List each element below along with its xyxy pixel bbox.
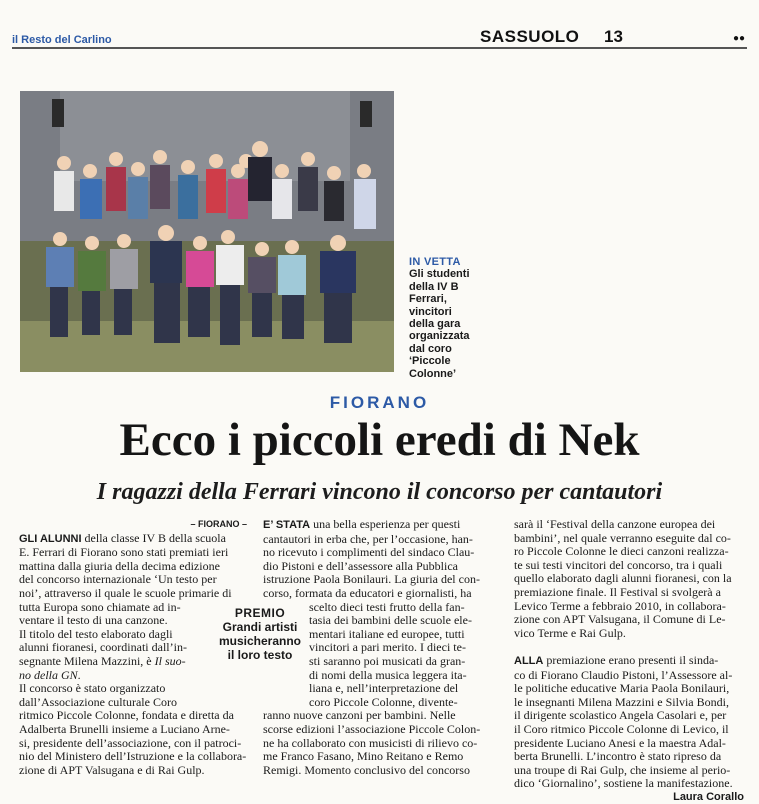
text-run: Levico Terme a febbraio 2010, in collabora-	[514, 598, 726, 613]
text-run: il dirigente scolastico Angela Casolari e, per	[514, 708, 727, 723]
page-number: 13	[604, 27, 623, 46]
page-header	[0, 0, 759, 48]
caption-line: Ferrari,	[409, 293, 447, 306]
text-run: una troupe di Rai Gulp, che insieme al perio-	[514, 762, 731, 777]
text-run: quello elaborato dagli alunni fioranesi, con la	[514, 571, 732, 586]
text-line	[514, 640, 744, 654]
header-rule	[12, 47, 747, 49]
text-line	[263, 518, 495, 533]
text-run: della classe IV B della scuola	[81, 530, 226, 545]
caption-line: vincitori	[409, 305, 452, 318]
header-dots: ●●	[733, 33, 746, 44]
text-run: segnante Milena Mazzini, è	[19, 653, 155, 668]
text-line	[19, 737, 247, 751]
text-line	[19, 546, 247, 560]
text-line	[19, 532, 247, 547]
text-line	[263, 533, 495, 547]
text-run: no ricevuto i complimenti del sindaco Clau-	[263, 545, 475, 560]
text-run: ranno nuove canzoni per bambini. Nelle	[263, 708, 456, 723]
text-line	[19, 587, 247, 601]
text-line	[263, 573, 495, 587]
highlight-box	[212, 606, 308, 662]
text-run: dio Pistoni e dell’assessore alla Pubblica	[263, 558, 458, 573]
text-run: berta Brunelli. L’incontro è stato ripreso da	[514, 749, 722, 764]
text-run: .	[77, 667, 81, 682]
text-run: tutta Europa sono chiamate ad in-	[19, 599, 181, 614]
group-photo	[20, 91, 394, 372]
text-line	[19, 573, 247, 587]
text-run: premiazione finale. Il Festival si svolgerà a	[514, 584, 721, 599]
caption-line: Gli studenti	[409, 268, 470, 281]
text-line	[263, 709, 495, 723]
text-run: Remigi. Momento conclusivo del concorso	[263, 762, 470, 777]
text-line	[514, 559, 744, 573]
photo-caption	[409, 256, 499, 380]
text-run: vico Terme e Rai Gulp.	[514, 625, 626, 640]
text-run: ritmico Piccole Colonne, fondata e diretta da	[19, 708, 234, 723]
caption-head: IN VETTA	[409, 256, 461, 268]
column-3-text	[514, 518, 744, 791]
article-headline: Ecco i piccoli eredi di Nek	[119, 414, 640, 466]
text-line	[514, 723, 744, 737]
text-run: bambini’, nel quale verranno eseguite dal co-	[514, 530, 731, 545]
text-line	[514, 627, 744, 641]
text-line	[514, 518, 744, 532]
text-run: del concorso internazionale ‘Un testo per	[19, 572, 217, 587]
text-run: una bella esperienza per questi	[310, 517, 461, 531]
text-line	[514, 682, 744, 696]
text-run: corso, formata da educatori e giornalisti, ha	[263, 585, 472, 600]
dateline: – FIORANO –	[190, 519, 247, 529]
text-run: tasia dei bambini delle scuole ele-	[309, 613, 472, 628]
text-run: alunni fioranesi, coordinati dall’in-	[19, 640, 187, 655]
text-line	[514, 669, 744, 683]
italic-title: Il suo-	[154, 653, 186, 668]
text-line	[263, 764, 495, 778]
text-line	[263, 682, 495, 696]
caption-line: dal coro	[409, 342, 452, 355]
box-line: Grandi artisti	[222, 620, 298, 634]
text-run: E. Ferrari di Fiorano sono stati premiati ieri	[19, 545, 229, 560]
text-line	[514, 737, 744, 751]
text-line	[514, 600, 744, 614]
lead-word: ALLA	[514, 654, 544, 667]
text-line	[514, 572, 744, 586]
text-run: le insegnanti Milena Mazzini e Silvia Bondi,	[514, 694, 729, 709]
article-kicker: FIORANO	[329, 393, 430, 412]
text-run: sti saranno poi musicati da gran-	[309, 653, 466, 668]
text-line	[514, 545, 744, 559]
text-run: ventare il testo di una canzone.	[19, 613, 168, 628]
text-line	[263, 737, 495, 751]
text-line	[514, 777, 744, 791]
text-line	[19, 723, 247, 737]
text-line	[514, 586, 744, 600]
text-line	[263, 723, 495, 737]
text-line	[263, 669, 495, 683]
text-run: Il titolo del testo elaborato dagli	[19, 626, 173, 641]
lead-word: GLI ALUNNI	[19, 532, 82, 545]
text-line	[19, 560, 247, 574]
text-run: Il concorso è stato organizzato	[19, 681, 166, 696]
text-run: istruzione Paola Bonilauri. La giuria del con-	[263, 572, 480, 587]
caption-line: della IV B	[409, 280, 459, 293]
text-run: ne ha collaborato con musicisti di rilievo co-	[263, 735, 478, 750]
text-line	[19, 764, 247, 778]
text-line	[514, 532, 744, 546]
text-line	[514, 709, 744, 723]
caption-line: Colonne’	[409, 367, 457, 380]
text-run: mattina dalla giuria della decima edizione	[19, 558, 220, 573]
text-run: premiazione erano presenti il sinda-	[543, 652, 719, 667]
text-run: coro Piccole Colonne, divente-	[309, 694, 458, 709]
caption-line: organizzata	[409, 330, 470, 343]
text-line	[514, 654, 744, 669]
text-run: nio del Ministero dell’Istruzione e la collabora-	[19, 749, 247, 764]
box-head: PREMIO	[234, 606, 286, 620]
text-run: zione di APT Valsugana e di Rai Gulp.	[19, 762, 205, 777]
text-line	[19, 750, 247, 764]
text-run: ro Piccole Colonne le dieci canzoni realizza-	[514, 544, 729, 559]
text-run: dico ‘Giornalino’, sostiene la manifestazione.	[514, 776, 733, 791]
text-line	[19, 669, 247, 683]
text-line	[263, 560, 495, 574]
text-run: cantautori in erba che, per l’occasione, han-	[263, 531, 473, 546]
caption-line: della gara	[409, 318, 461, 331]
text-run: dall’Associazione culturale Coro	[19, 694, 177, 709]
box-line: il loro testo	[227, 648, 293, 662]
students-group-photo	[20, 91, 394, 372]
text-run: Adalberta Brunelli insieme a Luciano Arne-	[19, 721, 230, 736]
text-run: si, presidente dell’associazione, con il patroci-	[19, 735, 242, 750]
text-line	[19, 696, 247, 710]
text-line	[19, 709, 247, 723]
text-line	[514, 696, 744, 710]
text-line	[263, 750, 495, 764]
byline: Laura Corallo	[673, 790, 744, 803]
text-run: sarà il ‘Festival della canzone europea dei	[514, 517, 716, 531]
text-run: vincitori a pari merito. I dieci te-	[309, 640, 466, 655]
text-run: zione con APT Valsugana, il Comune di Le-	[514, 612, 726, 627]
box-line: musicheranno	[218, 634, 302, 648]
text-run: mentari italiane ed europee, tutti	[309, 626, 465, 641]
newspaper-name: il Resto del Carlino	[12, 34, 112, 46]
text-line	[263, 696, 495, 710]
text-run: il Coro ritmico Piccole Colonne di Levico, il	[514, 721, 729, 736]
text-line	[19, 682, 247, 696]
text-run: presidente Luciano Anesi e la maestra Adal-	[514, 735, 726, 750]
article-column-3	[514, 518, 744, 804]
lead-word: E’ STATA	[263, 519, 311, 531]
text-run: le politiche educative Maria Paola Bonilauri,	[514, 681, 730, 696]
text-run: di nomi della musica leggera ita-	[309, 667, 467, 682]
text-line	[263, 587, 495, 601]
text-run: liana e, nell’interpretazione del	[309, 681, 459, 696]
text-run: me Franco Fasano, Mino Reitano e Remo	[263, 749, 464, 764]
article-subhead: I ragazzi della Ferrari vincono il concorso per cantautori	[96, 479, 663, 505]
italic-title: no della GN	[19, 667, 78, 682]
text-line	[514, 613, 744, 627]
caption-line: ‘Piccole	[409, 355, 451, 368]
text-run: co di Fiorano Claudio Pistoni, l’Assessore al-	[514, 667, 733, 682]
text-line	[514, 764, 744, 778]
text-line	[263, 546, 495, 560]
text-run: noi’, attraverso il quale le scuole primarie di	[19, 585, 232, 600]
section-name: SASSUOLO	[480, 27, 580, 46]
text-line	[514, 750, 744, 764]
text-run: scorse edizioni l’associazione Piccole Colon-	[263, 721, 481, 736]
text-run: scelto dieci testi frutto della fan-	[309, 599, 465, 614]
text-run: te sui testi vincitori del concorso, tra i quali	[514, 557, 723, 572]
